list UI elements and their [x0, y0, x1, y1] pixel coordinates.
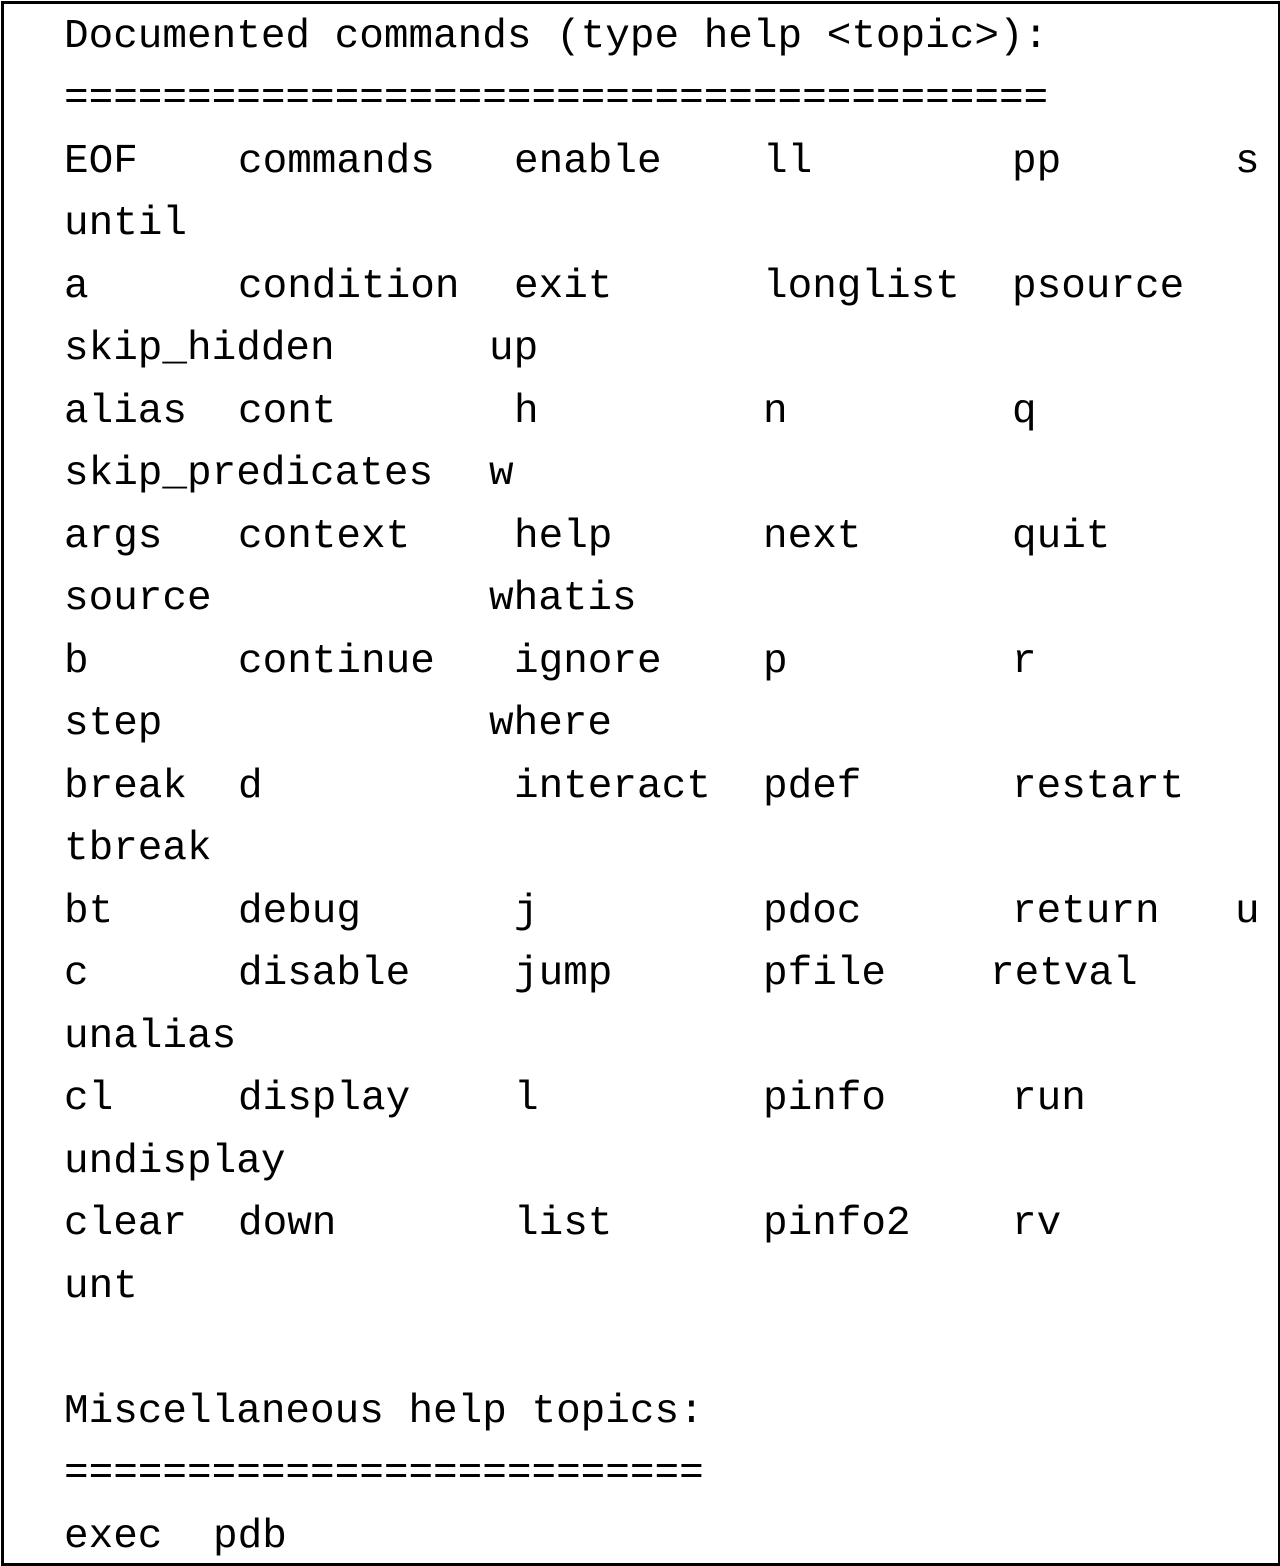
command-name: w: [489, 451, 514, 497]
command-name: display: [238, 1076, 411, 1122]
command-name: d: [238, 764, 263, 810]
command-name: alias: [64, 389, 188, 435]
output-line: [4, 262, 1278, 312]
command-name: jump: [514, 951, 613, 997]
command-name: l: [514, 1076, 539, 1122]
command-name: pfile: [763, 951, 887, 997]
output-line: [4, 199, 1278, 249]
command-name: run: [1012, 1076, 1086, 1122]
output-line: [4, 1012, 1278, 1062]
command-name: retval: [990, 951, 1138, 997]
command-name: longlist: [763, 264, 960, 310]
command-name: bt: [64, 889, 114, 935]
output-line: [4, 1449, 1278, 1499]
command-name: c: [64, 951, 89, 997]
command-name: EOF: [64, 139, 138, 185]
command-name: undisplay: [64, 1139, 286, 1185]
output-line: [4, 1512, 1278, 1562]
output-line: [4, 1324, 1278, 1374]
command-name: unt: [64, 1264, 138, 1310]
output-line: [4, 137, 1278, 187]
command-name: down: [238, 1201, 337, 1247]
output-line: [4, 12, 1278, 62]
command-name: args: [64, 514, 163, 560]
command-name: context: [238, 514, 411, 560]
command-name: enable: [514, 139, 662, 185]
command-name: psource: [1012, 264, 1185, 310]
command-name: help: [514, 514, 613, 560]
output-line: [4, 1262, 1278, 1312]
section-heading: Miscellaneous help topics:: [64, 1389, 704, 1435]
command-name: until: [64, 201, 188, 247]
output-line: [4, 512, 1278, 562]
command-name: up: [489, 326, 539, 372]
command-name: cont: [238, 389, 337, 435]
command-name: source: [64, 576, 212, 622]
command-name: unalias: [64, 1014, 237, 1060]
command-name: exec: [64, 1514, 163, 1560]
command-name: cl: [64, 1076, 114, 1122]
command-name: tbreak: [64, 826, 212, 872]
command-name: exit: [514, 264, 613, 310]
command-name: continue: [238, 639, 435, 685]
command-name: pinfo: [763, 1076, 887, 1122]
output-line: [4, 387, 1278, 437]
output-line: [4, 762, 1278, 812]
output-line: [4, 574, 1278, 624]
command-name: step: [64, 701, 163, 747]
output-line: [4, 1199, 1278, 1249]
command-name: list: [514, 1201, 613, 1247]
command-name: q: [1012, 389, 1037, 435]
command-name: s: [1235, 139, 1260, 185]
output-line: [4, 887, 1278, 937]
output-line: [4, 1137, 1278, 1187]
output-line: [4, 324, 1278, 374]
command-name: ignore: [514, 639, 662, 685]
command-name: ll: [763, 139, 813, 185]
command-name: skip_predicates: [64, 451, 434, 497]
command-name: a: [64, 264, 89, 310]
command-name: next: [763, 514, 862, 560]
section-heading: Documented commands (type help <topic>):: [64, 14, 1049, 60]
command-name: return: [1012, 889, 1160, 935]
command-name: disable: [238, 951, 411, 997]
command-name: pinfo2: [763, 1201, 911, 1247]
command-name: clear: [64, 1201, 188, 1247]
command-name: u: [1235, 889, 1260, 935]
command-name: j: [514, 889, 539, 935]
command-name: restart: [1012, 764, 1185, 810]
command-name: skip_hidden: [64, 326, 335, 372]
command-name: p: [763, 639, 788, 685]
command-name: r: [1012, 639, 1037, 685]
output-line: [4, 637, 1278, 687]
output-line: [4, 699, 1278, 749]
command-name: pdb: [213, 1514, 287, 1560]
command-name: h: [514, 389, 539, 435]
output-line: [4, 449, 1278, 499]
command-name: pdoc: [763, 889, 862, 935]
command-name: quit: [1012, 514, 1111, 560]
command-name: pdef: [763, 764, 862, 810]
command-name: n: [763, 389, 788, 435]
command-name: where: [489, 701, 613, 747]
output-line: [4, 1387, 1278, 1437]
terminal-output: [1, 1, 1280, 1566]
heading-underline: ==========================: [64, 1451, 704, 1497]
command-name: debug: [238, 889, 362, 935]
output-line: [4, 949, 1278, 999]
command-name: rv: [1012, 1201, 1062, 1247]
command-name: b: [64, 639, 89, 685]
command-name: interact: [514, 764, 711, 810]
output-line: [4, 1074, 1278, 1124]
command-name: pp: [1012, 139, 1062, 185]
output-line: [4, 74, 1278, 124]
command-name: whatis: [489, 576, 637, 622]
command-name: commands: [238, 139, 435, 185]
heading-underline: ========================================: [64, 76, 1049, 122]
output-line: [4, 824, 1278, 874]
command-name: break: [64, 764, 188, 810]
command-name: condition: [238, 264, 460, 310]
